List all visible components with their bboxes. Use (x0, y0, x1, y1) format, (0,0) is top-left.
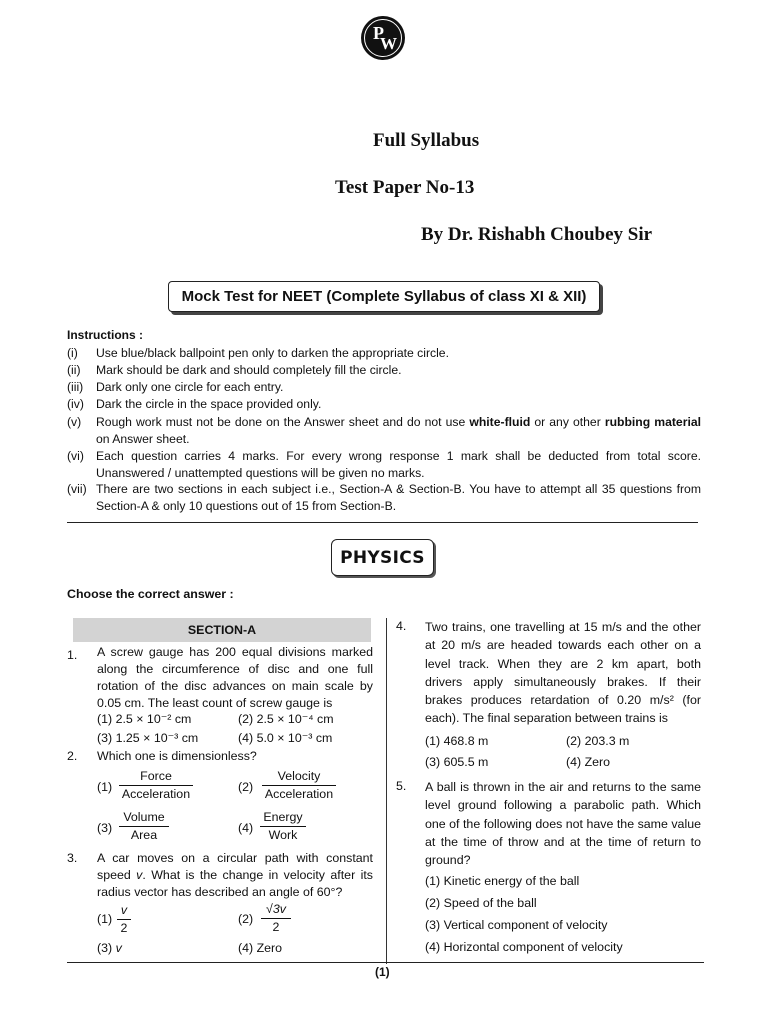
option: (1) 2.5 × 10⁻² cm (97, 712, 192, 726)
instruction-bold-term: rubbing material (604, 415, 701, 429)
fraction-numerator: Energy (263, 810, 303, 824)
option: (1) 468.8 m (425, 734, 489, 748)
instruction-text-part: or any other (530, 415, 605, 429)
option: (4) Zero (238, 941, 283, 955)
separator-line (67, 522, 698, 523)
choose-correct-answer: Choose the correct answer : (67, 587, 234, 601)
question-number: 4. (396, 619, 407, 633)
instruction-number: (v) (67, 415, 82, 429)
question-number: 1. (67, 648, 78, 662)
logo-letter-p: P (373, 23, 384, 43)
instruction-number: (ii) (67, 363, 81, 377)
fraction-numerator: Velocity (277, 769, 321, 783)
fraction-denominator: Work (268, 828, 298, 842)
fraction (261, 902, 291, 934)
option-label: (3) (97, 821, 113, 835)
option: (4) 5.0 × 10⁻³ cm (238, 731, 333, 745)
instruction-text: Each question carries 4 marks. For every wrong response 1 mark shall be deducted from total score. Unanswered / unattempted questions will be given no marks. (96, 449, 701, 480)
instruction-number: (i) (67, 346, 78, 360)
instructions-heading: Instructions : (67, 328, 144, 342)
option: (2) 203.3 m (566, 734, 630, 748)
option (97, 941, 122, 955)
option: (3) 1.25 × 10⁻³ cm (97, 731, 199, 745)
title-test-paper: Test Paper No-13 (335, 177, 475, 198)
option: (3) 605.5 m (425, 755, 489, 769)
section-a-header: SECTION-A (73, 618, 371, 642)
instruction-item (67, 379, 701, 396)
option-label: (4) (238, 821, 254, 835)
fraction (117, 903, 131, 935)
instruction-text: Mark should be dark and should completely fill the circle. (96, 363, 402, 377)
instruction-item (67, 414, 701, 448)
option: (2) Speed of the ball (425, 896, 537, 910)
instruction-bold-term: white-fluid (469, 415, 531, 429)
question-number: 3. (67, 851, 78, 865)
option: (4) Zero (566, 755, 611, 769)
option-label: (2) (238, 780, 254, 794)
instruction-item (67, 362, 701, 379)
pw-logo (361, 16, 405, 60)
fraction-numerator: Force (140, 769, 172, 783)
option-label: (3) (97, 941, 113, 955)
instruction-text (96, 414, 701, 448)
instruction-text: Dark only one circle for each entry. (96, 380, 284, 394)
fraction-numerator: √3v (266, 902, 286, 916)
option-label: (2) (238, 912, 254, 926)
pw-logo-ring (364, 19, 402, 57)
instruction-text-part: on Answer sheet. (96, 432, 190, 446)
question-text: A ball is thrown in the air and returns to the same level ground following a parabolic path. Which one of the following does not have the same value at the time of throw and at the time of return to ground? (425, 780, 701, 868)
variable-v: v (136, 868, 143, 882)
instruction-number: (iii) (67, 380, 84, 394)
subject-heading: PHYSICS (331, 539, 434, 576)
fraction-denominator: Acceleration (264, 787, 334, 801)
footer-line (67, 962, 704, 963)
option: (2) 2.5 × 10⁻⁴ cm (238, 712, 334, 726)
option: (4) Horizontal component of velocity (425, 940, 623, 954)
instruction-item (67, 396, 701, 413)
option: (1) Kinetic energy of the ball (425, 874, 580, 888)
option-value: v (115, 941, 122, 955)
instruction-number: (vii) (67, 482, 87, 496)
logo-letter-w: W (380, 34, 397, 53)
instruction-text: Use blue/black ballpoint pen only to darken the appropriate circle. (96, 346, 449, 360)
question-text: A screw gauge has 200 equal divisions marked along the circumference of disc and one full rotation of the disc advances on main scale by 0.05 cm. The least count of screw gauge is (97, 645, 373, 710)
fraction (119, 769, 193, 801)
mock-test-banner: Mock Test for NEET (Complete Syllabus of class XI & XII) (168, 281, 600, 312)
option: (3) Vertical component of velocity (425, 918, 608, 932)
instruction-item (67, 481, 701, 515)
fraction-numerator: Volume (123, 810, 165, 824)
instruction-item (67, 345, 701, 362)
question-text-part: A car moves on a circular path with constant speed (97, 851, 373, 882)
option-label: (1) (97, 912, 113, 926)
instruction-text: There are two sections in each subject i.e., Section-A & Section-B. You have to attempt all 35 questions from Section-A & only 10 questions out of 15 from Section-B. (96, 482, 701, 513)
fraction-denominator: Area (130, 828, 158, 842)
fraction-numerator: v (120, 903, 128, 917)
page-number: (1) (375, 965, 390, 979)
question-number: 2. (67, 749, 78, 763)
fraction-denominator: 2 (272, 920, 280, 934)
fraction (119, 810, 169, 842)
instruction-text: Dark the circle in the space provided only. (96, 397, 322, 411)
column-divider (386, 618, 387, 964)
title-author: By Dr. Rishabh Choubey Sir (421, 224, 653, 245)
fraction-denominator: 2 (120, 921, 128, 935)
option-label: (1) (97, 780, 113, 794)
instruction-item (67, 448, 701, 482)
instruction-number: (vi) (67, 449, 84, 463)
question-text-part: . What is the change in velocity after its radius vector has described an angle of 60°? (97, 868, 373, 899)
question-number: 5. (396, 779, 407, 793)
question-text: Which one is dimensionless? (97, 749, 257, 763)
fraction (260, 810, 306, 842)
fraction (262, 769, 336, 801)
instruction-text-part: Rough work must not be done on the Answer sheet and do not use (96, 415, 470, 429)
question-text (97, 850, 373, 901)
question-text: Two trains, one travelling at 15 m/s and the other at 20 m/s are headed towards each other on a level track. When they are 2 km apart, both drivers apply simultaneously brakes. If their brakes produces retardation of 0.20 m/s² (for each). The final separation between trains is (425, 620, 701, 726)
fraction-denominator: Acceleration (121, 787, 191, 801)
instruction-number: (iv) (67, 397, 84, 411)
title-full-syllabus: Full Syllabus (373, 130, 480, 151)
